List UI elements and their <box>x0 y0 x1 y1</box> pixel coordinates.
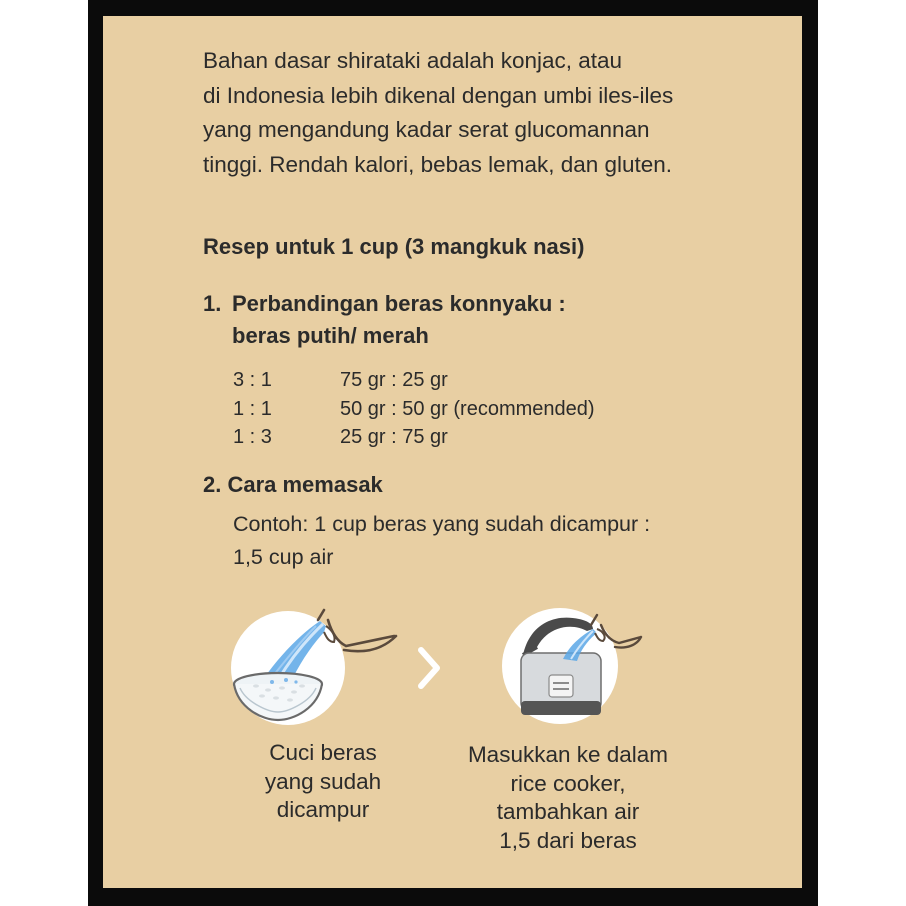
rice-washing-bowl-icon <box>228 606 408 726</box>
caption-line: Cuci beras <box>269 740 377 765</box>
step1-title-line: beras putih/ merah <box>232 323 429 348</box>
recipe-heading: Resep untuk 1 cup (3 mangkuk nasi) <box>203 234 585 259</box>
caption-line: rice cooker, <box>510 770 626 796</box>
intro-line: tinggi. Rendah kalori, bebas lemak, dan gluten. <box>203 151 673 177</box>
step1-title-line: Perbandingan beras konnyaku : <box>232 291 566 316</box>
step1-title <box>203 288 566 352</box>
caption-line: dicampur <box>276 797 370 822</box>
ratio-value: 1 : 3 <box>233 426 272 448</box>
caption-line: 1,5 dari beras <box>499 827 637 853</box>
caption-line: yang sudah <box>264 768 382 794</box>
wash-caption <box>223 739 423 825</box>
step1-number: 1. <box>203 291 222 316</box>
step2-line: 1,5 cup air <box>233 545 334 569</box>
info-card <box>103 16 802 888</box>
intro-line: yang mengandung kadar serat glucomannan <box>203 117 650 142</box>
ratio-weight: 50 gr : 50 gr (recommended) <box>340 397 595 420</box>
chevron-right-icon <box>415 644 443 692</box>
intro-line: Bahan dasar shirataki adalah konjac, atau <box>203 48 623 73</box>
step2-title: 2. Cara memasak <box>203 472 383 497</box>
step2-line: Contoh: 1 cup beras yang sudah dicampur : <box>233 512 651 536</box>
intro-paragraph <box>203 44 783 182</box>
caption-line: Masukkan ke dalam <box>467 742 669 767</box>
ratio-value: 3 : 1 <box>233 369 272 391</box>
caption-line: tambahkan air <box>496 799 640 824</box>
ratio-value: 1 : 1 <box>233 397 272 420</box>
step2-body <box>233 508 650 574</box>
ratio-weight: 75 gr : 25 gr <box>340 369 448 391</box>
intro-line: di Indonesia lebih dikenal dengan umbi iles-iles <box>203 82 674 108</box>
rice-cooker-icon <box>493 601 643 726</box>
ratio-weight: 25 gr : 75 gr <box>340 426 448 448</box>
cooker-caption <box>433 741 703 855</box>
